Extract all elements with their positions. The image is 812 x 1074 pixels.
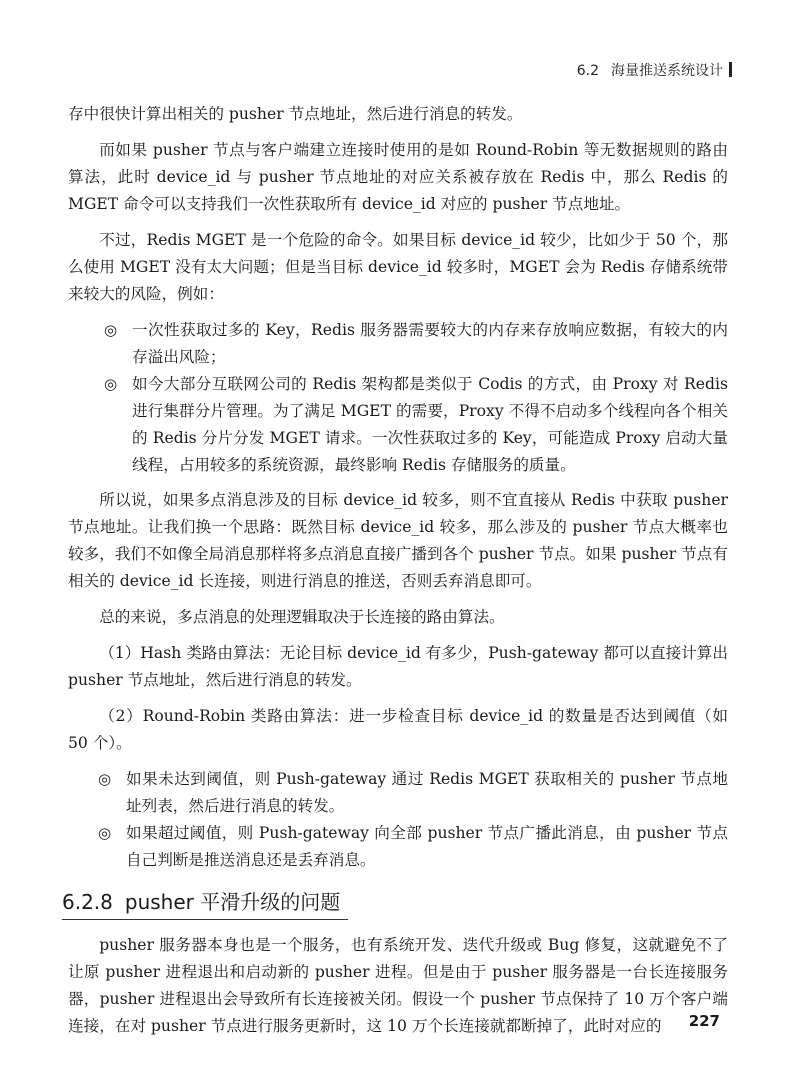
- list-item: [98, 766, 728, 820]
- bullet-text: 如今大部分互联网公司的 Redis 架构都是类似于 Codis 的方式，由 Proxy 对 Redis 进行集群分片管理。为了满足 MGET 的需要，Proxy 不得不启动多个线程向各个相关的 Redis 分片分发 MGET 请求。一次性获取过多的 Key，可能造成 Proxy 启动大量线程，占用较多的系统资源，最终影响 Redis 存储服务的质量。: [132, 375, 728, 474]
- bullet-text: 如果未达到阈值，则 Push-gateway 通过 Redis MGET 获取相关的 pusher 节点地址列表，然后进行消息的转发。: [126, 770, 728, 815]
- paragraph-hash-routing: （1）Hash 类路由算法：无论目标 device_id 有多少，Push-gateway 都可以直接计算出 pusher 节点地址，然后进行消息的转发。: [68, 644, 728, 689]
- bullet-text: 一次性获取过多的 Key，Redis 服务器需要较大的内存来存放响应数据，有较大的内存溢出风险；: [132, 321, 728, 366]
- paragraph-summary: 总的来说，多点消息的处理逻辑取决于长连接的路由算法。: [99, 608, 505, 626]
- paragraph-continuation: 存中很快计算出相关的 pusher 节点地址，然后进行消息的转发。: [68, 105, 523, 123]
- paragraph-upgrade-problem: pusher 服务器本身也是一个服务，也有系统开发、迭代升级或 Bug 修复，这就避免不了让原 pusher 进程退出和启动新的 pusher 进程。但是由于 pusher 服务器是一台长连接服务器，pusher 进程退出会导致所有长连接被关闭。假设一个 pusher 节点保持了 10 万个客户端连接，在对 pusher 节点进行服务更新时，这 10 万个长连接就都断掉了，此时对应的: [68, 936, 728, 1035]
- bullet-symbol-icon: ◎: [104, 375, 118, 393]
- risk-bullet-list: [68, 317, 728, 479]
- header-section-number: 6.2: [576, 63, 599, 79]
- section-heading: [62, 888, 348, 920]
- threshold-bullet-list: [68, 766, 728, 874]
- list-item: [104, 317, 728, 371]
- bullet-symbol-icon: ◎: [104, 321, 118, 339]
- paragraph-round-robin: 而如果 pusher 节点与客户端建立连接时使用的是如 Round-Robin 等无数据规则的路由算法，此时 device_id 与 pusher 节点地址的对应关系被存放在 Redis 中，那么 Redis 的 MGET 命令可以支持我们一次性获取所有 device_id 对应的 pusher 节点地址。: [68, 141, 728, 213]
- page-number: 227: [688, 1012, 720, 1030]
- paragraph-mget-danger: 不过，Redis MGET 是一个危险的命令。如果目标 device_id 较少，比如少于 50 个，那么使用 MGET 没有太大问题；但是当目标 device_id 较多时，MGET 会为 Redis 存储系统带来较大的风险，例如：: [68, 231, 728, 303]
- header-section-title: 海量推送系统设计: [611, 63, 723, 79]
- page-body: [62, 101, 728, 1049]
- running-header: [577, 60, 732, 80]
- list-item: [104, 371, 728, 479]
- section-number: 6.2.8: [62, 890, 113, 914]
- section-title: pusher 平滑升级的问题: [124, 890, 341, 914]
- list-item: [98, 820, 728, 874]
- paragraph-round-robin-routing: （2）Round-Robin 类路由算法：进一步检查目标 device_id 的数量是否达到阈值（如 50 个）。: [68, 707, 728, 752]
- bullet-text: 如果超过阈值，则 Push-gateway 向全部 pusher 节点广播此消息，由 pusher 节点自己判断是推送消息还是丢弃消息。: [126, 824, 728, 869]
- paragraph-broadcast-idea: 所以说，如果多点消息涉及的目标 device_id 较多，则不宜直接从 Redis 中获取 pusher 节点地址。让我们换一个思路：既然目标 device_id 较多，那么涉及的 pusher 节点大概率也较多，我们不如像全局消息那样将多点消息直接广播到各个 pusher 节点。如果 pusher 节点有相关的 device_id 长连接，则进行消息的推送，否则丢弃消息即可。: [68, 491, 728, 590]
- header-bar-divider: [729, 62, 732, 77]
- bullet-symbol-icon: ◎: [98, 824, 112, 842]
- bullet-symbol-icon: ◎: [98, 770, 112, 788]
